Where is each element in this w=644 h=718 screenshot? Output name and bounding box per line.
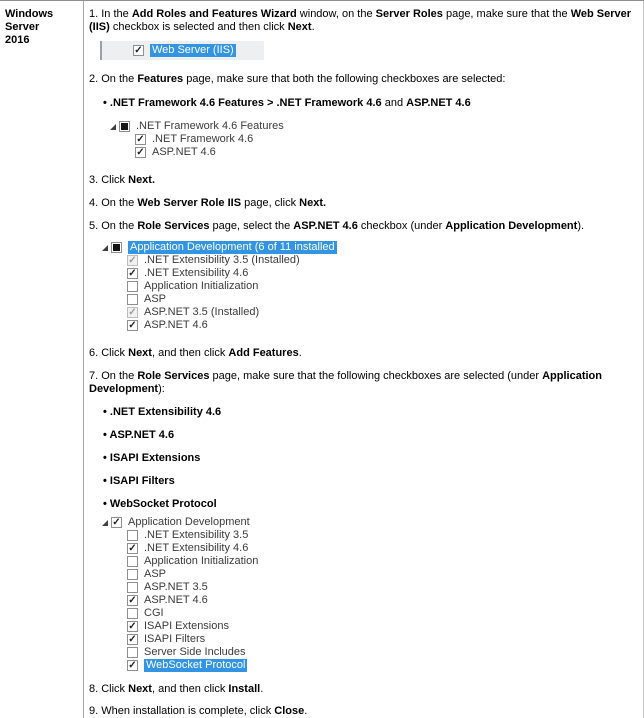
- tree-item: [102, 319, 635, 332]
- tree-item-label: Application Initialization: [144, 555, 259, 567]
- step-6: [89, 347, 635, 360]
- tree-item-label: ASP.NET 4.6: [152, 146, 216, 158]
- checkbox-checked: [127, 320, 138, 331]
- checkbox-unchecked: [127, 569, 138, 580]
- bullet-websocket: • WebSocket Protocol: [103, 498, 217, 510]
- web-server-iis-label: Web Server (IIS): [152, 44, 234, 56]
- tree-item: [102, 568, 635, 581]
- tree-item-label: .NET Extensibility 4.6: [144, 267, 249, 279]
- checkbox-checked: [127, 660, 138, 671]
- text-segment: , and then click: [151, 683, 229, 695]
- os-name-line1: Windows Server: [5, 8, 54, 33]
- tree-item: [102, 633, 635, 646]
- tree-item: [110, 146, 635, 159]
- text-segment: page, select the: [209, 220, 294, 232]
- text-segment: ASP.NET 4.6: [293, 220, 358, 232]
- tree-item-label: .NET Extensibility 3.5 (Installed): [144, 254, 300, 266]
- tree-item: [102, 620, 635, 633]
- checkbox-checked: [127, 543, 138, 554]
- text-segment: 5. On the: [89, 220, 138, 232]
- checkbox-indeterminate: [119, 121, 130, 132]
- step-1: [89, 8, 635, 34]
- checkbox-unchecked: [127, 530, 138, 541]
- text-segment: .: [260, 683, 264, 695]
- tree-item: [102, 607, 635, 620]
- os-name-line2: 2016: [5, 34, 30, 46]
- text-segment: ):: [158, 383, 165, 395]
- tree-item-label: ISAPI Filters: [144, 633, 206, 645]
- text-segment: window, on the: [296, 8, 376, 20]
- text-segment: Role Services: [137, 370, 210, 382]
- tree-item-label: Server Side Includes: [144, 646, 246, 658]
- checkbox-checked: [127, 595, 138, 606]
- tree-item: [102, 542, 635, 555]
- checkbox-checked: [135, 134, 146, 145]
- text-segment: .: [311, 21, 315, 33]
- web-server-iis-checkbox: [133, 45, 144, 56]
- step-7: [89, 370, 635, 396]
- tree-item: [102, 241, 635, 254]
- tree-item: [102, 267, 635, 280]
- text-segment: 6. Click: [89, 347, 129, 359]
- tree-item-label: WebSocket Protocol: [146, 659, 246, 671]
- text-segment: Next: [128, 347, 152, 359]
- expanded-arrow-icon: [102, 520, 108, 526]
- tree-item: [110, 120, 635, 133]
- tree-item: [102, 659, 635, 672]
- tree-item: [102, 293, 635, 306]
- steps-column: [84, 1, 644, 718]
- text-segment: 9. When installation is complete, click: [89, 705, 275, 717]
- text-segment: Server Roles: [375, 8, 443, 20]
- bullet-aspnet: • ASP.NET 4.6: [103, 429, 175, 441]
- text-segment: 2. On the: [89, 73, 138, 85]
- tree-item-label: ASP: [144, 293, 167, 305]
- tree-item: [102, 306, 635, 319]
- features-tree-screenshot: [110, 120, 635, 159]
- checkbox-indeterminate: [111, 242, 122, 253]
- checkbox-unchecked: [127, 294, 138, 305]
- tree-item-label: ASP: [144, 568, 167, 580]
- text-segment: .: [304, 705, 308, 717]
- tree-item-label: ISAPI Extensions: [144, 620, 229, 632]
- step-3: [89, 174, 635, 187]
- tree-item-label: Application Development (6 of 11 installed: [130, 241, 335, 253]
- checkbox-unchecked: [127, 281, 138, 292]
- tree-item: [102, 280, 635, 293]
- text-segment: Add Roles and Features Wizard: [131, 8, 297, 20]
- tree-item: [110, 133, 635, 146]
- text-segment: page, make sure that the following checkboxes are selected (under: [209, 370, 543, 382]
- tree-item-label: .NET Framework 4.6 Features: [136, 120, 284, 132]
- tree-item-label: ASP.NET 4.6: [144, 594, 208, 606]
- expanded-arrow-icon: [102, 245, 108, 251]
- text-segment: Add Features: [228, 347, 299, 359]
- tree-item-label: .NET Extensibility 3.5: [144, 529, 249, 541]
- text-segment: checkbox is selected and then click: [109, 21, 288, 33]
- checkbox-unchecked: [127, 556, 138, 567]
- expanded-arrow-icon: [110, 124, 116, 130]
- text-segment: Next.: [128, 174, 156, 186]
- text-segment: and: [381, 97, 407, 109]
- web-server-iis-screenshot: [100, 41, 264, 60]
- tree-item-label: Application Development: [128, 516, 250, 528]
- tree-item-label: ASP.NET 3.5: [144, 581, 208, 593]
- checkbox-checked: [127, 634, 138, 645]
- tree-item: [102, 254, 635, 267]
- bullet-isapi-filters: • ISAPI Filters: [103, 475, 175, 487]
- text-segment: Install: [228, 683, 261, 695]
- role-services-tree-screenshot: [102, 241, 635, 332]
- step-8: [89, 683, 635, 696]
- text-segment: page, click: [241, 197, 300, 209]
- text-segment: 8. Click: [89, 683, 129, 695]
- tree-item: [102, 646, 635, 659]
- text-segment: page, make sure that both the following checkboxes are selected:: [183, 73, 506, 85]
- os-column-header: [0, 1, 84, 718]
- text-segment: Close: [274, 705, 305, 717]
- text-segment: Application Development: [89, 370, 602, 395]
- tree-item-label: ASP.NET 4.6: [144, 319, 208, 331]
- text-segment: Role Services: [137, 220, 210, 232]
- text-segment: page, make sure that the: [442, 8, 571, 20]
- text-segment: Next: [287, 21, 312, 33]
- bullet-net-extensibility: • .NET Extensibility 4.6: [103, 406, 222, 418]
- tree-item-label: ASP.NET 3.5 (Installed): [144, 306, 260, 318]
- tree-item: [102, 581, 635, 594]
- checkbox-checked-gray: [127, 307, 138, 318]
- checkbox-checked: [111, 517, 122, 528]
- text-segment: 4. On the: [89, 197, 138, 209]
- checkbox-checked: [127, 621, 138, 632]
- checkbox-unchecked: [127, 608, 138, 619]
- checkbox-checked: [127, 268, 138, 279]
- step-2: [89, 73, 635, 86]
- bullet-isapi-extensions: • ISAPI Extensions: [103, 452, 201, 464]
- step-9: [89, 705, 635, 718]
- tree-item: [102, 594, 635, 607]
- text-segment: checkbox (under: [357, 220, 446, 232]
- step-5: [89, 220, 635, 233]
- tree-item-label: Application Initialization: [144, 280, 259, 292]
- tree-item: [102, 529, 635, 542]
- tree-item-label: CGI: [144, 607, 164, 619]
- role-services-selected-tree-screenshot: [102, 516, 635, 672]
- text-segment: ASP.NET 4.6: [406, 97, 471, 109]
- checkbox-unchecked: [127, 647, 138, 658]
- text-segment: 3. Click: [89, 174, 129, 186]
- text-segment: Features: [137, 73, 184, 85]
- text-segment: Next.: [299, 197, 327, 209]
- checkbox-checked-gray: [127, 255, 138, 266]
- text-segment: , and then click: [151, 347, 229, 359]
- text-segment: Next: [128, 683, 152, 695]
- text-segment: Web Server Role IIS: [137, 197, 242, 209]
- text-segment: .: [298, 347, 302, 359]
- checkbox-checked: [135, 147, 146, 158]
- text-segment: • .NET Framework 4.6 Features > .NET Framework 4.6: [103, 97, 382, 109]
- tree-item: [102, 555, 635, 568]
- tree-item-label: .NET Extensibility 4.6: [144, 542, 249, 554]
- step-4: [89, 197, 635, 210]
- text-segment: Web Server (IIS): [89, 8, 632, 33]
- tree-item-label: .NET Framework 4.6: [152, 133, 254, 145]
- text-segment: 7. On the: [89, 370, 138, 382]
- text-segment: Application Development: [445, 220, 578, 232]
- tree-item: [102, 516, 635, 529]
- text-segment: 1. In the: [89, 8, 132, 20]
- bullet-net-framework: [103, 97, 635, 110]
- text-segment: ).: [577, 220, 585, 232]
- checkbox-unchecked: [127, 582, 138, 593]
